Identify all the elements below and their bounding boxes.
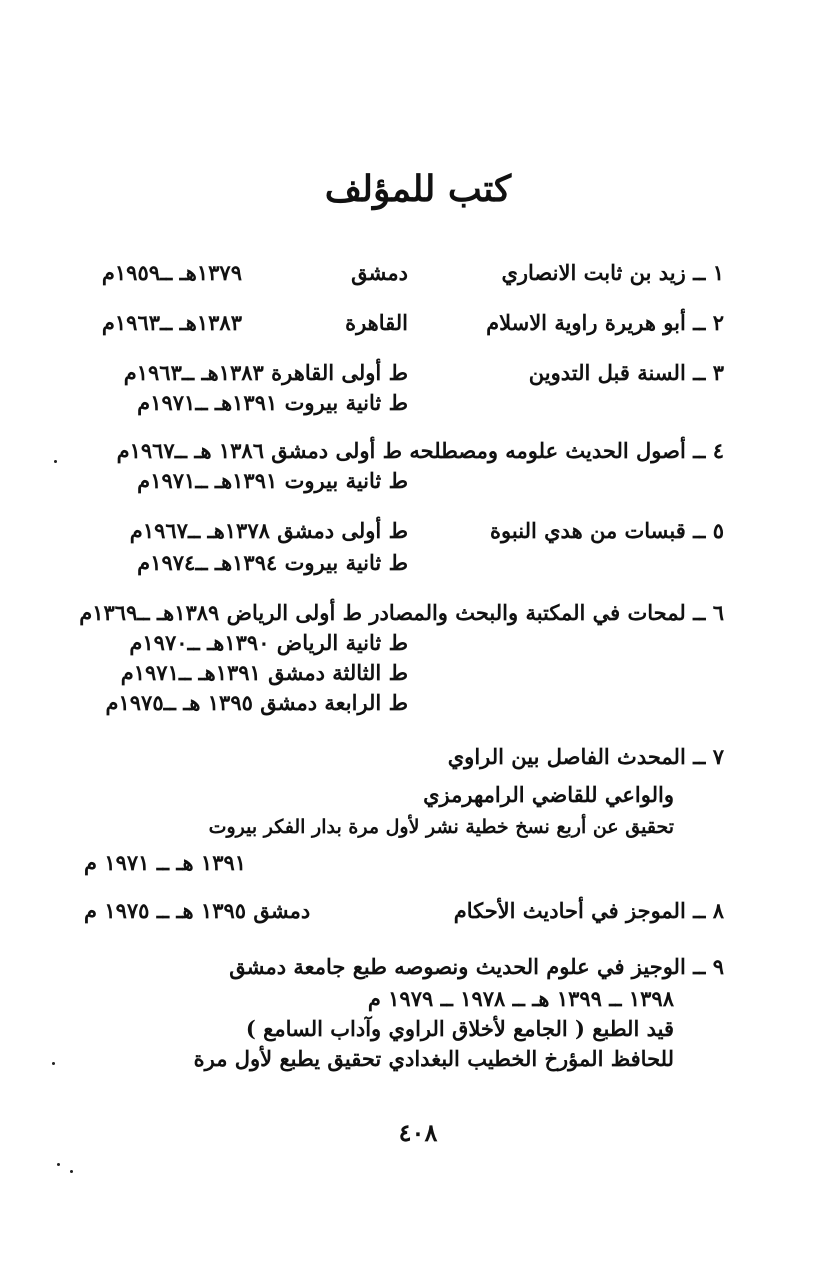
- entry-1-date: ١٣٧٩هـ ــ١٩٥٩م: [101, 260, 242, 285]
- entry-6-line-3: ط الثالثة دمشق ١٣٩١هـ ــ١٩٧١م: [120, 660, 408, 685]
- scan-speck: [52, 1062, 55, 1065]
- entry-7-line-2: والواعي للقاضي الرامهرمزي: [423, 782, 674, 807]
- entry-8-title: ٨ ــ الموجز في أحاديث الأحكام: [453, 898, 724, 923]
- page-title: كتب للمؤلف: [324, 168, 512, 210]
- entry-4-line-2: ط ثانية بيروت ١٣٩١هـ ــ١٩٧١م: [137, 468, 408, 493]
- entry-5-title: ٥ ــ قبسات من هدي النبوة: [490, 518, 724, 543]
- page-number: ٤٠٨: [398, 1118, 438, 1147]
- entry-3-edition-2: ط ثانية بيروت ١٣٩١هـ ــ١٩٧١م: [137, 390, 408, 415]
- scan-speck: [54, 460, 57, 463]
- entry-6-line-1: ٦ ــ لمحات في المكتبة والبحث والمصادر ط أولى الرياض ١٣٨٩هـ ــ١٣٦٩م: [79, 600, 724, 625]
- entry-6-line-4: ط الرابعة دمشق ١٣٩٥ هـ ــ١٩٧٥م: [105, 690, 408, 715]
- entry-9-line-2: ١٣٩٨ ــ ١٣٩٩ هـ ــ ١٩٧٨ ــ ١٩٧٩ م: [367, 986, 674, 1011]
- entry-9-line-1: ٩ ــ الوجيز في علوم الحديث ونصوصه طبع جامعة دمشق: [229, 954, 724, 979]
- entry-7-line-1: ٧ ــ المحدث الفاصل بين الراوي: [447, 744, 724, 769]
- entry-3-title: ٣ ــ السنة قبل التدوين: [528, 360, 724, 385]
- scan-speck: [70, 1170, 73, 1173]
- entry-1-title: ١ ــ زيد بن ثابت الانصاري: [501, 260, 724, 285]
- entry-7-line-3: تحقيق عن أربع نسخ خطية نشر لأول مرة بدار الفكر بيروت: [208, 816, 674, 838]
- entry-4-line-1: ٤ ــ أصول الحديث علومه ومصطلحه ط أولى دمشق ١٣٨٦ هـ ــ١٩٦٧م: [116, 438, 724, 463]
- entry-8-place-date: دمشق ١٣٩٥ هـ ــ ١٩٧٥ م: [84, 898, 311, 923]
- entry-3-edition-1: ط أولى القاهرة ١٣٨٣هـ ــ١٩٦٣م: [123, 360, 408, 385]
- entry-5-edition-2: ط ثانية بيروت ١٣٩٤هـ ــ١٩٧٤م: [137, 550, 408, 575]
- entry-9-line-4: للحافظ المؤرخ الخطيب البغدادي تحقيق يطبع لأول مرة: [193, 1046, 674, 1071]
- entry-2-date: ١٣٨٣هـ ــ١٩٦٣م: [101, 310, 242, 335]
- entry-2-title: ٢ ــ أبو هريرة راوية الاسلام: [486, 310, 724, 335]
- entry-6-line-2: ط ثانية الرياض ١٣٩٠هـ ــ١٩٧٠م: [129, 630, 408, 655]
- entry-1-place: دمشق: [351, 260, 408, 285]
- entry-9-line-3: قيد الطبع ( الجامع لأخلاق الراوي وآداب السامع ): [245, 1016, 674, 1041]
- entry-2-place: القاهرة: [345, 310, 408, 335]
- entry-7-line-4: ١٣٩١ هـ ــ ١٩٧١ م: [84, 850, 247, 875]
- entry-5-edition-1: ط أولى دمشق ١٣٧٨هـ ــ١٩٦٧م: [129, 518, 408, 543]
- scan-speck: [57, 1163, 60, 1166]
